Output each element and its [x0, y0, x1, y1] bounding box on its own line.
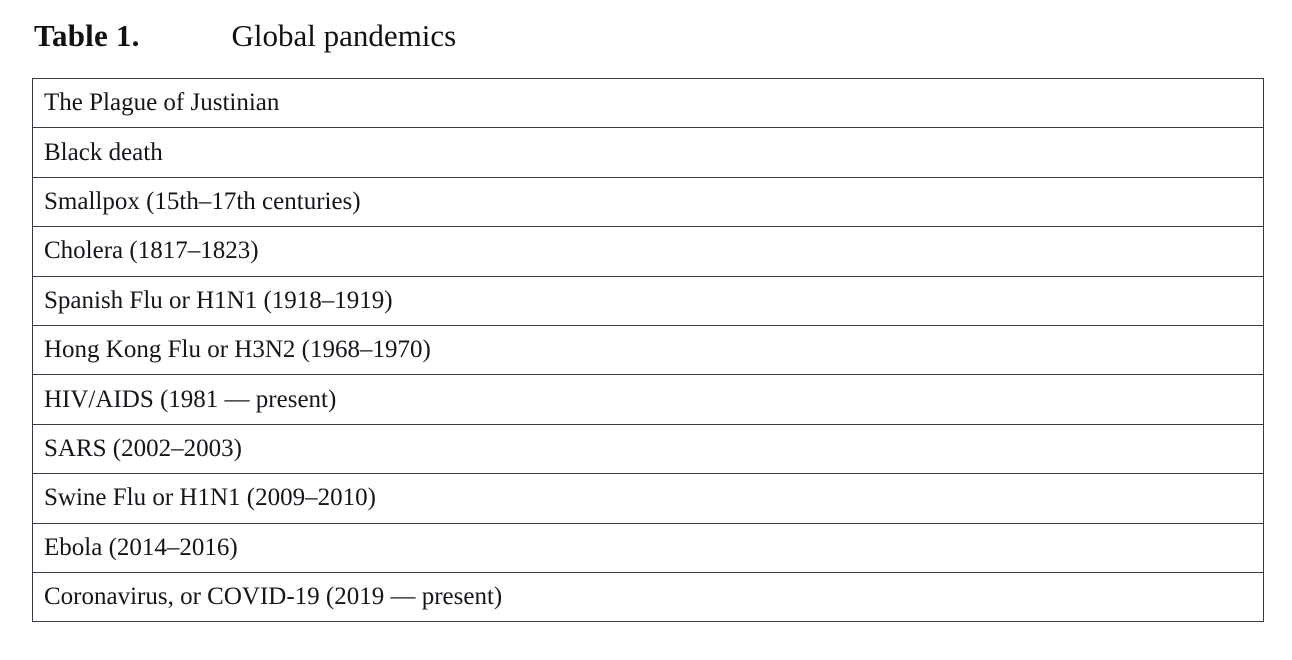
table-row [33, 325, 1264, 374]
document-page [0, 18, 1292, 660]
global-pandemics-table [32, 78, 1264, 622]
table-row [33, 128, 1264, 177]
table-cell-pandemic-name: Spanish Flu or H1N1 (1918–1919) [33, 276, 1264, 325]
table-container [32, 78, 1262, 622]
table-cell-pandemic-name: Cholera (1817–1823) [33, 227, 1264, 276]
table-cell-pandemic-name: Black death [33, 128, 1264, 177]
table-cell-pandemic-name: Smallpox (15th–17th centuries) [33, 177, 1264, 226]
table-row [33, 424, 1264, 473]
table-cell-pandemic-name: HIV/AIDS (1981 — present) [33, 375, 1264, 424]
table-row [33, 523, 1264, 572]
table-cell-pandemic-name: Hong Kong Flu or H3N2 (1968–1970) [33, 325, 1264, 374]
table-row [33, 276, 1264, 325]
table-caption [34, 18, 1292, 70]
table-row [33, 572, 1264, 621]
table-row [33, 474, 1264, 523]
table-row [33, 79, 1264, 128]
table-cell-pandemic-name: SARS (2002–2003) [33, 424, 1264, 473]
table-body [33, 79, 1264, 622]
table-caption-label: Table 1. [34, 18, 140, 53]
table-cell-pandemic-name: Coronavirus, or COVID-19 (2019 — present) [33, 572, 1264, 621]
table-cell-pandemic-name: The Plague of Justinian [33, 79, 1264, 128]
table-cell-pandemic-name: Swine Flu or H1N1 (2009–2010) [33, 474, 1264, 523]
table-row [33, 227, 1264, 276]
table-caption-title: Global pandemics [231, 18, 457, 53]
table-row [33, 375, 1264, 424]
table-row [33, 177, 1264, 226]
table-cell-pandemic-name: Ebola (2014–2016) [33, 523, 1264, 572]
